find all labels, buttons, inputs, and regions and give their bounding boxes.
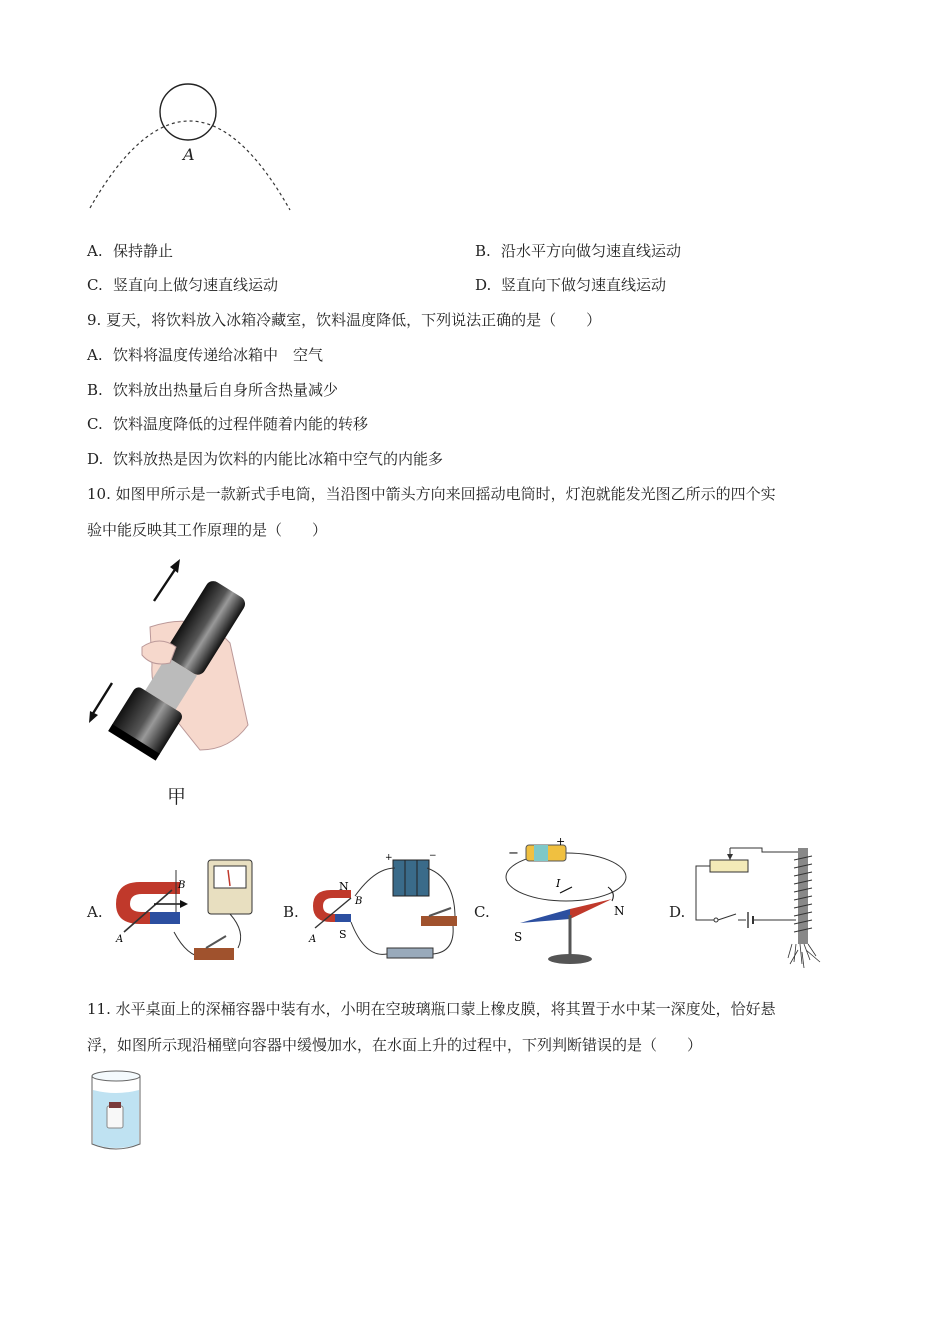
label-n: N (339, 880, 349, 893)
q9-stem: 9. 夏天，将饮料放入冰箱冷藏室，饮料温度降低，下列说法正确的是（ ） (87, 311, 602, 329)
svg-text:+: + (385, 853, 393, 863)
label-i: I (556, 877, 561, 890)
option-letter: D. (87, 450, 104, 468)
trajectory-curve (90, 121, 290, 210)
diagram-b-motor (305, 848, 470, 968)
option-text: 沿水平方向做匀速直线运动 (501, 242, 682, 260)
flashlight-figure (80, 555, 260, 775)
option-letter: A. (87, 242, 103, 260)
up-arrow-icon (154, 565, 178, 601)
ball-circle (160, 84, 216, 140)
glass-bottle (107, 1106, 123, 1128)
diagram-d-electromagnet (692, 840, 842, 970)
q9-option-a[interactable] (87, 345, 323, 365)
option-letter: C. (87, 415, 103, 433)
option-text: 饮料放热是因为饮料的内能比冰箱中空气的内能多 (113, 450, 444, 468)
label-plus: + (556, 835, 566, 848)
q11-stem-line2: 浮，如图所示现沿桶壁向容器中缓慢加水，在水面上升的过程中，下列判断错误的是（ ） (87, 1036, 703, 1054)
battery-pack (385, 851, 437, 896)
down-arrow-icon (92, 683, 112, 715)
water-container-figure (88, 1068, 144, 1152)
diagram-d-letter: D. (669, 903, 686, 921)
option-text: 饮料将温度传递给冰箱中 空气 (113, 346, 324, 364)
switch (194, 948, 234, 960)
q9-option-c[interactable] (87, 414, 368, 434)
q8-option-c[interactable] (87, 275, 278, 295)
diagram-a-generator (110, 852, 270, 967)
label-s: S (514, 930, 523, 944)
option-text: 饮料放出热量后自身所含热量减少 (113, 381, 339, 399)
option-text: 饮料温度降低的过程伴随着内能的转移 (113, 415, 369, 433)
option-letter: C. (87, 276, 103, 294)
switch (421, 916, 457, 926)
q8-option-b[interactable] (475, 241, 681, 261)
figure-caption-jia: 甲 (167, 786, 187, 808)
iron-filings (788, 944, 820, 968)
label-b: B (355, 896, 363, 907)
compass-needle-blue (520, 909, 570, 923)
q9-option-d[interactable] (87, 449, 443, 469)
label-b: B (178, 880, 186, 891)
label-s: S (339, 928, 347, 941)
down-arrow-head-icon (89, 711, 98, 723)
diagram-c-letter: C. (474, 903, 490, 921)
q10-stem-line2: 验中能反映其工作原理的是（ ） (87, 521, 328, 539)
projectile-trajectory-figure (80, 78, 310, 218)
svg-text:−: − (429, 851, 437, 861)
q11-stem-line1: 11. 水平桌面上的深桶容器中装有水，小明在空玻璃瓶口蒙上橡皮膜，将其置于水中某一深度处，恰好悬 (87, 1000, 776, 1018)
option-letter: B. (475, 242, 491, 260)
thumb-shape (142, 641, 176, 664)
wire-loop (506, 853, 626, 901)
compass-needle-red (570, 899, 612, 919)
q10-stem-line1: 10. 如图甲所示是一款新式手电筒，当沿图中箭头方向来回摇动电筒时，灯泡就能发光图乙所示的四个实 (87, 485, 776, 503)
option-text: 保持静止 (113, 242, 174, 260)
diagram-b-letter: B. (283, 903, 299, 921)
label-minus: − (508, 846, 519, 861)
rheostat (710, 860, 748, 872)
q8-option-a[interactable] (87, 241, 173, 261)
diagram-c-oersted (500, 835, 640, 970)
switch (714, 918, 718, 922)
option-letter: A. (87, 346, 103, 364)
option-text: 竖直向上做匀速直线运动 (113, 276, 279, 294)
q8-option-d[interactable] (475, 275, 666, 295)
option-letter: D. (475, 276, 492, 294)
point-a-label: A (183, 145, 195, 164)
diagram-a-letter: A. (87, 903, 103, 921)
label-a: A (309, 934, 317, 945)
option-text: 竖直向下做匀速直线运动 (501, 276, 667, 294)
option-letter: B. (87, 381, 103, 399)
rheostat (387, 948, 433, 958)
label-n: N (614, 904, 625, 918)
label-a: A (116, 934, 124, 945)
q9-option-b[interactable] (87, 380, 338, 400)
